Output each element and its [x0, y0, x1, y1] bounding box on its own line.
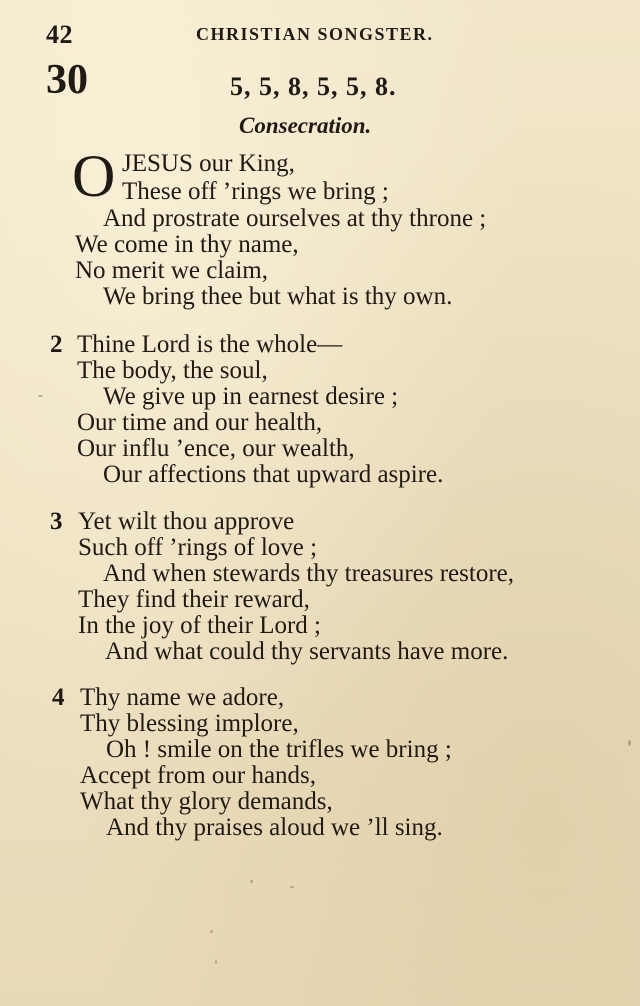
paper-speck: [38, 395, 43, 397]
verse-3-line-2: Such off ’rings of love ;: [78, 534, 318, 561]
verse-2-line-2: The body, the soul,: [77, 357, 268, 384]
verse-3-line-3: And when stewards thy treasures restore,: [103, 560, 514, 587]
paper-speck: [250, 880, 253, 883]
verse-1-line-3: And prostrate ourselves at thy throne ;: [103, 205, 487, 232]
verse-2-line-4: Our time and our health,: [77, 409, 323, 436]
verse-3-line-6: And what could thy servants have more.: [105, 638, 509, 665]
verse-3-line-4: They find their reward,: [78, 586, 310, 613]
verse-4-number: 4: [52, 684, 65, 711]
verse-4-line-1: Thy name we adore,: [80, 684, 285, 711]
paper-speck: [215, 960, 217, 964]
verse-3-number: 3: [50, 508, 63, 535]
verse-1-line-5: No merit we claim,: [75, 257, 268, 284]
verse-4-line-3: Oh ! smile on the trifles we bring ;: [106, 736, 452, 763]
verse-1-line-2: These off ’rings we bring ;: [122, 178, 389, 205]
verse-2-line-1: Thine Lord is the whole—: [77, 331, 343, 358]
running-head: CHRISTIAN SONGSTER.: [196, 24, 434, 44]
paper-speck: [628, 740, 631, 746]
verse-1-line-6: We bring thee but what is thy own.: [103, 283, 453, 310]
page-header: [46, 20, 610, 50]
drop-cap: O: [72, 143, 116, 209]
paper-speck: [210, 930, 213, 933]
verse-2-line-6: Our affections that upward aspire.: [103, 461, 444, 488]
verse-3-line-5: In the joy of their Lord ;: [78, 612, 321, 639]
verse-4-line-2: Thy blessing implore,: [80, 710, 299, 737]
hymn-title: Consecration.: [239, 113, 372, 138]
page-number: 42: [46, 20, 73, 49]
verse-4-line-4: Accept from our hands,: [80, 762, 317, 789]
hymn-meter: 5, 5, 8, 5, 5, 8.: [230, 72, 397, 101]
hymn-number: 30: [46, 57, 88, 103]
verse-2-line-5: Our influ ’ence, our wealth,: [77, 435, 355, 462]
paper-speck: [290, 886, 294, 888]
verse-1-line-1: JESUS our King,: [122, 150, 295, 177]
verse-2-line-3: We give up in earnest desire ;: [103, 383, 399, 410]
verse-2-number: 2: [50, 331, 63, 358]
verse-3-line-1: Yet wilt thou approve: [78, 508, 295, 535]
verse-4-line-5: What thy glory demands,: [80, 788, 333, 815]
verse-4-line-6: And thy praises aloud we ’ll sing.: [106, 814, 443, 841]
verse-1-line-4: We come in thy name,: [75, 231, 299, 258]
